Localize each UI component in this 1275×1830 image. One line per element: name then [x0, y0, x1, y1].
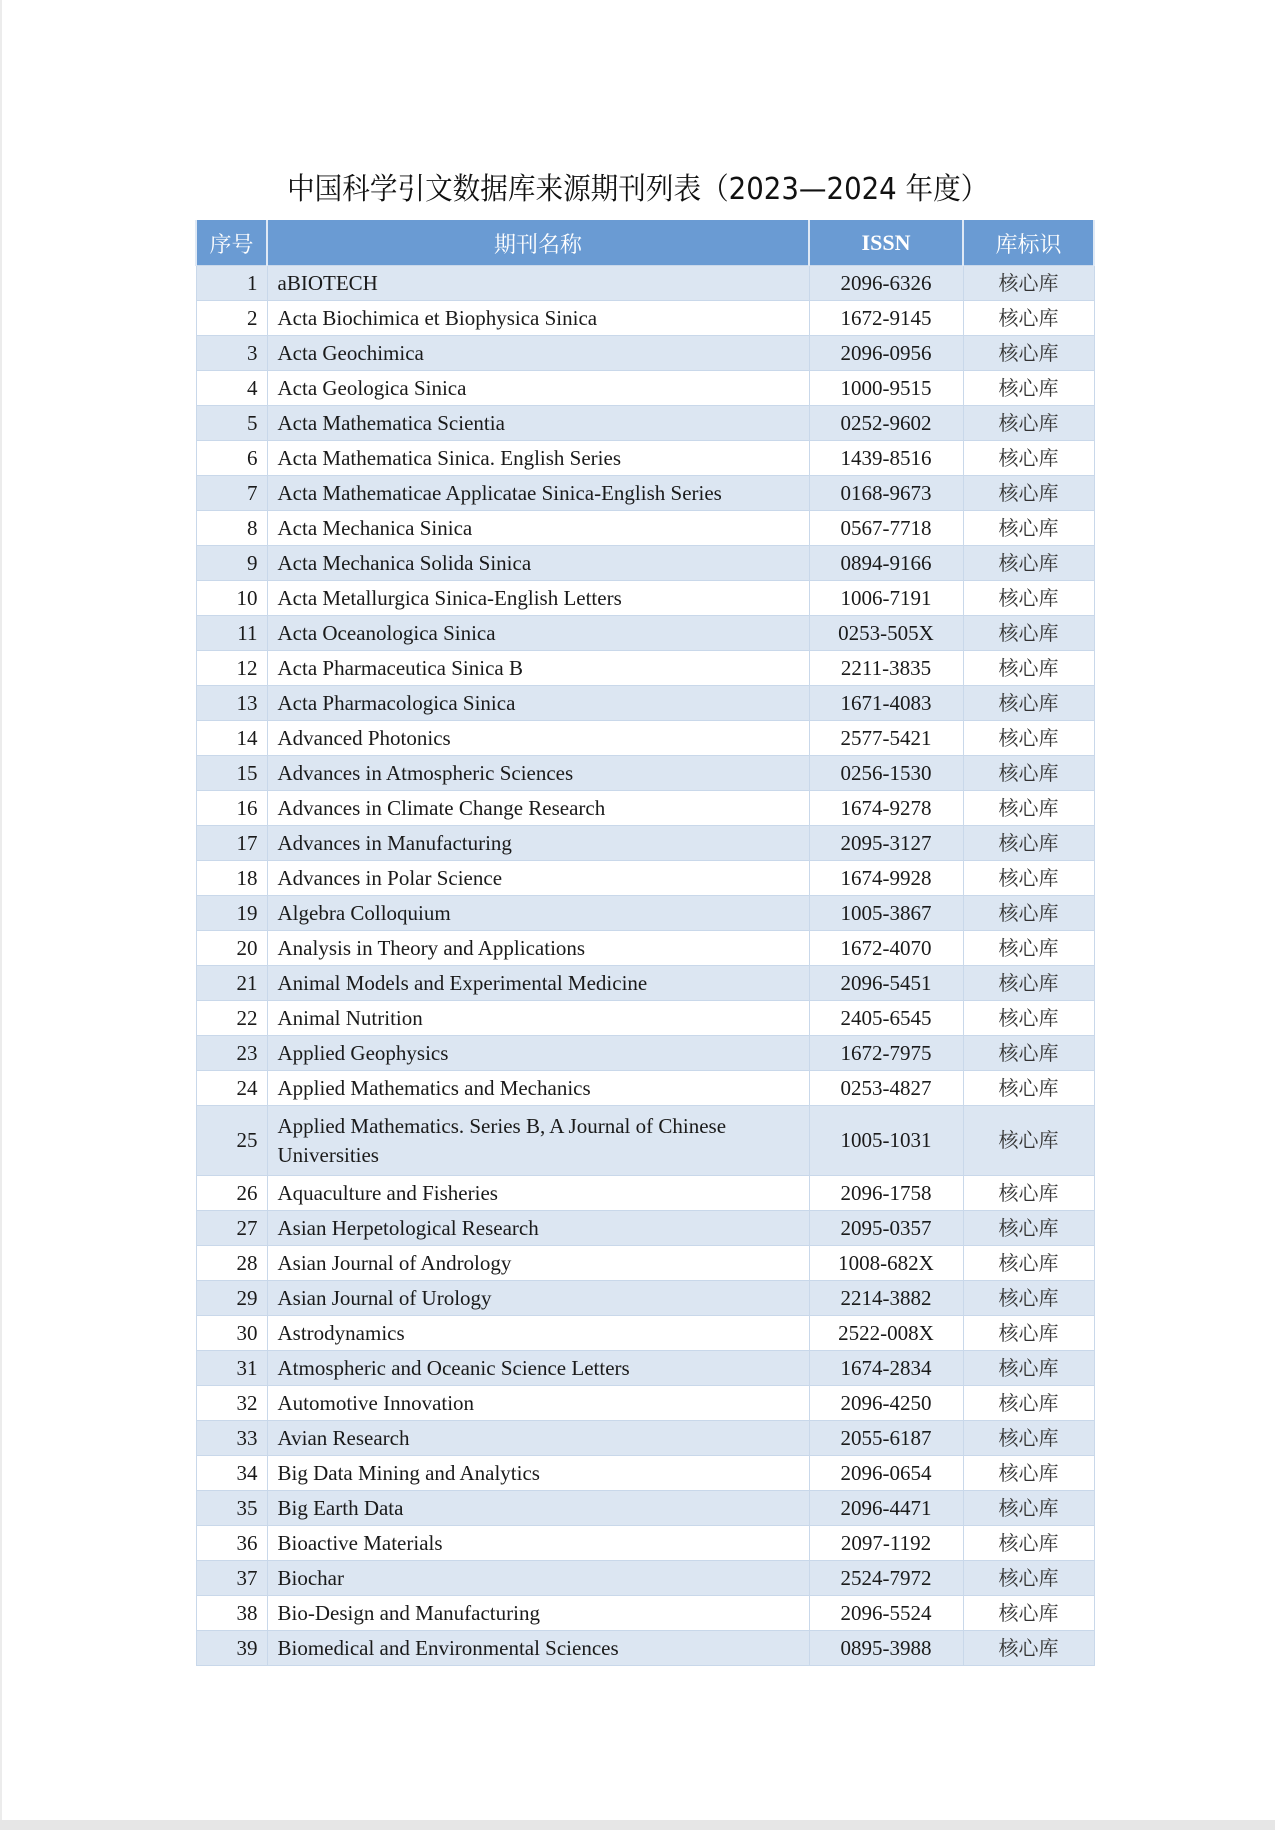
cell-issn: 1671-4083: [809, 686, 963, 721]
cell-library-tag: 核心库: [963, 1526, 1094, 1561]
cell-serial-number: 27: [196, 1211, 267, 1246]
cell-issn: 2405-6545: [809, 1001, 963, 1036]
table-row: [196, 1246, 1094, 1281]
cell-issn: 1672-9145: [809, 301, 963, 336]
cell-serial-number: 12: [196, 651, 267, 686]
table-row: [196, 1561, 1094, 1596]
table-header-row: [196, 221, 1094, 266]
cell-issn: 0252-9602: [809, 406, 963, 441]
cell-serial-number: 18: [196, 861, 267, 896]
table-row: [196, 826, 1094, 861]
page-title: 中国科学引文数据库来源期刊列表（2023—2024 年度）: [287, 172, 989, 207]
cell-library-tag: 核心库: [963, 896, 1094, 931]
cell-journal-name: Applied Mathematics. Series B, A Journal of Chinese Universities: [267, 1106, 809, 1176]
cell-library-tag: 核心库: [963, 1316, 1094, 1351]
cell-journal-name: Automotive Innovation: [267, 1386, 809, 1421]
cell-library-tag: 核心库: [963, 931, 1094, 966]
cell-journal-name: Advances in Manufacturing: [267, 826, 809, 861]
table-row: [196, 546, 1094, 581]
cell-library-tag: 核心库: [963, 721, 1094, 756]
cell-serial-number: 14: [196, 721, 267, 756]
cell-library-tag: 核心库: [963, 1001, 1094, 1036]
table-row: [196, 1071, 1094, 1106]
table-row: [196, 266, 1094, 301]
cell-library-tag: 核心库: [963, 1351, 1094, 1386]
cell-serial-number: 24: [196, 1071, 267, 1106]
cell-library-tag: 核心库: [963, 511, 1094, 546]
table-row: [196, 581, 1094, 616]
table-row: [196, 1351, 1094, 1386]
table-row: [196, 441, 1094, 476]
cell-serial-number: 15: [196, 756, 267, 791]
cell-serial-number: 37: [196, 1561, 267, 1596]
cell-issn: 0256-1530: [809, 756, 963, 791]
cell-issn: 2522-008X: [809, 1316, 963, 1351]
table-row: [196, 406, 1094, 441]
cell-issn: 2096-5451: [809, 966, 963, 1001]
cell-issn: 2211-3835: [809, 651, 963, 686]
cell-library-tag: 核心库: [963, 546, 1094, 581]
cell-journal-name: Aquaculture and Fisheries: [267, 1176, 809, 1211]
cell-journal-name: Acta Mechanica Solida Sinica: [267, 546, 809, 581]
cell-serial-number: 16: [196, 791, 267, 826]
cell-serial-number: 28: [196, 1246, 267, 1281]
table-row: [196, 896, 1094, 931]
table-row: [196, 301, 1094, 336]
cell-library-tag: 核心库: [963, 1631, 1094, 1666]
cell-issn: 0895-3988: [809, 1631, 963, 1666]
cell-issn: 1674-9278: [809, 791, 963, 826]
cell-journal-name: Bioactive Materials: [267, 1526, 809, 1561]
cell-library-tag: 核心库: [963, 1211, 1094, 1246]
cell-journal-name: Acta Pharmacologica Sinica: [267, 686, 809, 721]
table-row: [196, 336, 1094, 371]
header-serial-number: 序号: [196, 221, 267, 266]
page-bottom-edge: [0, 1820, 1275, 1830]
cell-journal-name: Astrodynamics: [267, 1316, 809, 1351]
cell-library-tag: 核心库: [963, 1246, 1094, 1281]
cell-issn: 0894-9166: [809, 546, 963, 581]
cell-library-tag: 核心库: [963, 1036, 1094, 1071]
cell-library-tag: 核心库: [963, 441, 1094, 476]
cell-journal-name: Applied Mathematics and Mechanics: [267, 1071, 809, 1106]
cell-library-tag: 核心库: [963, 756, 1094, 791]
cell-serial-number: 30: [196, 1316, 267, 1351]
cell-serial-number: 38: [196, 1596, 267, 1631]
table-row: [196, 1596, 1094, 1631]
cell-journal-name: Acta Geologica Sinica: [267, 371, 809, 406]
cell-serial-number: 35: [196, 1491, 267, 1526]
cell-journal-name: Biochar: [267, 1561, 809, 1596]
cell-library-tag: 核心库: [963, 686, 1094, 721]
cell-serial-number: 7: [196, 476, 267, 511]
cell-serial-number: 1: [196, 266, 267, 301]
cell-journal-name: Acta Metallurgica Sinica-English Letters: [267, 581, 809, 616]
cell-library-tag: 核心库: [963, 1106, 1094, 1176]
cell-journal-name: Applied Geophysics: [267, 1036, 809, 1071]
cell-journal-name: Advances in Atmospheric Sciences: [267, 756, 809, 791]
cell-journal-name: Acta Mechanica Sinica: [267, 511, 809, 546]
cell-library-tag: 核心库: [963, 651, 1094, 686]
table-row: [196, 1456, 1094, 1491]
cell-library-tag: 核心库: [963, 301, 1094, 336]
cell-issn: 2096-4250: [809, 1386, 963, 1421]
cell-serial-number: 22: [196, 1001, 267, 1036]
table-row: [196, 1106, 1094, 1176]
table-row: [196, 1491, 1094, 1526]
table-row: [196, 931, 1094, 966]
cell-serial-number: 5: [196, 406, 267, 441]
cell-serial-number: 10: [196, 581, 267, 616]
table-row: [196, 1036, 1094, 1071]
cell-library-tag: 核心库: [963, 1176, 1094, 1211]
cell-journal-name: Acta Pharmaceutica Sinica B: [267, 651, 809, 686]
cell-library-tag: 核心库: [963, 1281, 1094, 1316]
cell-serial-number: 8: [196, 511, 267, 546]
table-row: [196, 1176, 1094, 1211]
journal-table: [195, 220, 1095, 1666]
cell-serial-number: 13: [196, 686, 267, 721]
cell-serial-number: 2: [196, 301, 267, 336]
cell-journal-name: Acta Mathematicae Applicatae Sinica-English Series: [267, 476, 809, 511]
cell-library-tag: 核心库: [963, 476, 1094, 511]
cell-library-tag: 核心库: [963, 1561, 1094, 1596]
cell-issn: 2055-6187: [809, 1421, 963, 1456]
cell-journal-name: Advanced Photonics: [267, 721, 809, 756]
cell-library-tag: 核心库: [963, 1456, 1094, 1491]
cell-serial-number: 6: [196, 441, 267, 476]
cell-journal-name: Big Earth Data: [267, 1491, 809, 1526]
cell-serial-number: 17: [196, 826, 267, 861]
cell-journal-name: Asian Journal of Andrology: [267, 1246, 809, 1281]
cell-journal-name: Avian Research: [267, 1421, 809, 1456]
cell-issn: 1674-2834: [809, 1351, 963, 1386]
cell-issn: 1672-4070: [809, 931, 963, 966]
cell-library-tag: 核心库: [963, 966, 1094, 1001]
cell-issn: 1674-9928: [809, 861, 963, 896]
cell-serial-number: 21: [196, 966, 267, 1001]
cell-journal-name: Analysis in Theory and Applications: [267, 931, 809, 966]
table-row: [196, 1316, 1094, 1351]
cell-issn: 1000-9515: [809, 371, 963, 406]
cell-serial-number: 26: [196, 1176, 267, 1211]
cell-issn: 2095-0357: [809, 1211, 963, 1246]
cell-journal-name: Asian Herpetological Research: [267, 1211, 809, 1246]
cell-issn: 0253-505X: [809, 616, 963, 651]
cell-journal-name: Big Data Mining and Analytics: [267, 1456, 809, 1491]
cell-issn: 2096-5524: [809, 1596, 963, 1631]
cell-journal-name: Advances in Climate Change Research: [267, 791, 809, 826]
cell-library-tag: 核心库: [963, 616, 1094, 651]
table-row: [196, 1631, 1094, 1666]
table-row: [196, 616, 1094, 651]
table-row: [196, 861, 1094, 896]
table-row: [196, 1001, 1094, 1036]
cell-issn: 2524-7972: [809, 1561, 963, 1596]
cell-issn: 1672-7975: [809, 1036, 963, 1071]
cell-issn: 2096-1758: [809, 1176, 963, 1211]
cell-journal-name: Acta Oceanologica Sinica: [267, 616, 809, 651]
cell-serial-number: 29: [196, 1281, 267, 1316]
cell-library-tag: 核心库: [963, 1491, 1094, 1526]
cell-journal-name: Asian Journal of Urology: [267, 1281, 809, 1316]
cell-issn: 1439-8516: [809, 441, 963, 476]
cell-journal-name: Acta Mathematica Scientia: [267, 406, 809, 441]
header-journal-name: 期刊名称: [267, 221, 809, 266]
cell-library-tag: 核心库: [963, 1421, 1094, 1456]
cell-issn: 0253-4827: [809, 1071, 963, 1106]
table-row: [196, 721, 1094, 756]
cell-journal-name: aBIOTECH: [267, 266, 809, 301]
cell-journal-name: Acta Mathematica Sinica. English Series: [267, 441, 809, 476]
cell-serial-number: 31: [196, 1351, 267, 1386]
cell-journal-name: Advances in Polar Science: [267, 861, 809, 896]
cell-serial-number: 32: [196, 1386, 267, 1421]
cell-serial-number: 20: [196, 931, 267, 966]
cell-serial-number: 39: [196, 1631, 267, 1666]
table-row: [196, 511, 1094, 546]
cell-serial-number: 36: [196, 1526, 267, 1561]
table-row: [196, 756, 1094, 791]
cell-serial-number: 4: [196, 371, 267, 406]
cell-issn: 2577-5421: [809, 721, 963, 756]
cell-library-tag: 核心库: [963, 266, 1094, 301]
cell-issn: 2096-0956: [809, 336, 963, 371]
cell-library-tag: 核心库: [963, 581, 1094, 616]
table-row: [196, 371, 1094, 406]
cell-library-tag: 核心库: [963, 406, 1094, 441]
cell-issn: 1008-682X: [809, 1246, 963, 1281]
cell-serial-number: 34: [196, 1456, 267, 1491]
cell-issn: 2097-1192: [809, 1526, 963, 1561]
table-row: [196, 791, 1094, 826]
cell-journal-name: Acta Biochimica et Biophysica Sinica: [267, 301, 809, 336]
cell-issn: 2096-4471: [809, 1491, 963, 1526]
cell-library-tag: 核心库: [963, 371, 1094, 406]
cell-journal-name: Animal Nutrition: [267, 1001, 809, 1036]
cell-serial-number: 19: [196, 896, 267, 931]
table-row: [196, 966, 1094, 1001]
cell-journal-name: Animal Models and Experimental Medicine: [267, 966, 809, 1001]
cell-issn: 1005-1031: [809, 1106, 963, 1176]
table-body: [196, 266, 1094, 1666]
cell-serial-number: 3: [196, 336, 267, 371]
cell-journal-name: Biomedical and Environmental Sciences: [267, 1631, 809, 1666]
table-row: [196, 651, 1094, 686]
cell-issn: 0567-7718: [809, 511, 963, 546]
cell-library-tag: 核心库: [963, 826, 1094, 861]
cell-issn: 1006-7191: [809, 581, 963, 616]
cell-issn: 0168-9673: [809, 476, 963, 511]
cell-issn: 2096-0654: [809, 1456, 963, 1491]
cell-issn: 2095-3127: [809, 826, 963, 861]
cell-serial-number: 33: [196, 1421, 267, 1456]
cell-library-tag: 核心库: [963, 1386, 1094, 1421]
cell-library-tag: 核心库: [963, 1071, 1094, 1106]
cell-issn: 2096-6326: [809, 266, 963, 301]
cell-journal-name: Atmospheric and Oceanic Science Letters: [267, 1351, 809, 1386]
cell-journal-name: Acta Geochimica: [267, 336, 809, 371]
cell-serial-number: 23: [196, 1036, 267, 1071]
header-issn: ISSN: [809, 221, 963, 266]
cell-library-tag: 核心库: [963, 1596, 1094, 1631]
table-row: [196, 686, 1094, 721]
cell-library-tag: 核心库: [963, 336, 1094, 371]
cell-issn: 2214-3882: [809, 1281, 963, 1316]
header-library-tag: 库标识: [963, 221, 1094, 266]
table-row: [196, 1386, 1094, 1421]
cell-issn: 1005-3867: [809, 896, 963, 931]
cell-serial-number: 11: [196, 616, 267, 651]
table-row: [196, 1421, 1094, 1456]
cell-serial-number: 25: [196, 1106, 267, 1176]
table-row: [196, 1526, 1094, 1561]
cell-serial-number: 9: [196, 546, 267, 581]
table-row: [196, 1211, 1094, 1246]
page-left-edge: [0, 0, 2, 1820]
table-row: [196, 1281, 1094, 1316]
cell-journal-name: Bio-Design and Manufacturing: [267, 1596, 809, 1631]
cell-library-tag: 核心库: [963, 791, 1094, 826]
cell-library-tag: 核心库: [963, 861, 1094, 896]
cell-journal-name: Algebra Colloquium: [267, 896, 809, 931]
table-row: [196, 476, 1094, 511]
